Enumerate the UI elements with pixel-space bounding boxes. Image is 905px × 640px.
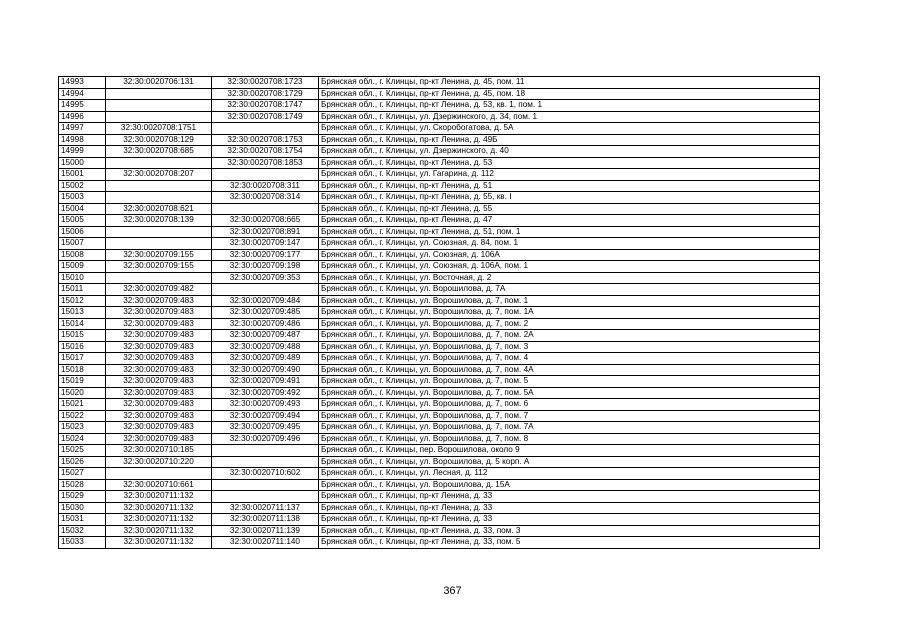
object-number-cell: 32:30:0020709:490	[212, 364, 319, 376]
parcel-number-cell: 32:30:0020708:621	[106, 203, 212, 215]
address-cell: Брянская обл., г. Клинцы, пр-кт Ленина, д. 49Б	[319, 134, 820, 146]
parcel-number-cell: 32:30:0020709:483	[106, 433, 212, 445]
table-row	[59, 502, 820, 514]
parcel-number-cell: 32:30:0020709:155	[106, 249, 212, 261]
address-cell: Брянская обл., г. Клинцы, ул. Скоробогатова, д. 5А	[319, 123, 820, 135]
row-number-cell: 15026	[59, 456, 106, 468]
parcel-number-cell	[106, 468, 212, 480]
address-cell: Брянская обл., г. Клинцы, ул. Гагарина, д. 112	[319, 169, 820, 181]
object-number-cell	[212, 169, 319, 181]
parcel-number-cell: 32:30:0020711:132	[106, 514, 212, 526]
table-row	[59, 318, 820, 330]
row-number-cell: 15021	[59, 399, 106, 411]
address-cell: Брянская обл., г. Клинцы, ул. Ворошилова, д. 7, пом. 4	[319, 353, 820, 365]
row-number-cell: 14995	[59, 100, 106, 112]
object-number-cell: 32:30:0020711:138	[212, 514, 319, 526]
row-number-cell: 15024	[59, 433, 106, 445]
parcel-number-cell: 32:30:0020709:483	[106, 295, 212, 307]
parcel-number-cell: 32:30:0020709:483	[106, 364, 212, 376]
table-row	[59, 261, 820, 273]
parcel-number-cell	[106, 111, 212, 123]
object-number-cell	[212, 456, 319, 468]
parcel-number-cell: 32:30:0020709:482	[106, 284, 212, 296]
row-number-cell: 14996	[59, 111, 106, 123]
row-number-cell: 14998	[59, 134, 106, 146]
object-number-cell: 32:30:0020709:491	[212, 376, 319, 388]
page-number: 367	[443, 585, 462, 597]
row-number-cell: 15028	[59, 479, 106, 491]
table-row	[59, 88, 820, 100]
cadastral-table	[58, 76, 820, 549]
address-cell: Брянская обл., г. Клинцы, ул. Ворошилова, д. 7, пом. 2А	[319, 330, 820, 342]
parcel-number-cell: 32:30:0020711:132	[106, 525, 212, 537]
table-row	[59, 525, 820, 537]
address-cell: Брянская обл., г. Клинцы, ул. Ворошилова, д. 7, пом. 1А	[319, 307, 820, 319]
table-row	[59, 456, 820, 468]
table-row	[59, 468, 820, 480]
parcel-number-cell	[106, 88, 212, 100]
table-row	[59, 307, 820, 319]
object-number-cell: 32:30:0020711:137	[212, 502, 319, 514]
object-number-cell	[212, 491, 319, 503]
parcel-number-cell: 32:30:0020711:132	[106, 502, 212, 514]
table-row	[59, 284, 820, 296]
row-number-cell: 15004	[59, 203, 106, 215]
address-cell: Брянская обл., г. Клинцы, ул. Союзная, д. 84, пом. 1	[319, 238, 820, 250]
row-number-cell: 15031	[59, 514, 106, 526]
parcel-number-cell: 32:30:0020708:139	[106, 215, 212, 227]
address-cell: Брянская обл., г. Клинцы, пр-кт Ленина, д. 33	[319, 514, 820, 526]
row-number-cell: 15025	[59, 445, 106, 457]
row-number-cell: 15015	[59, 330, 106, 342]
table-row	[59, 387, 820, 399]
parcel-number-cell: 32:30:0020708:129	[106, 134, 212, 146]
parcel-number-cell: 32:30:0020709:483	[106, 422, 212, 434]
row-number-cell: 15029	[59, 491, 106, 503]
parcel-number-cell: 32:30:0020709:483	[106, 387, 212, 399]
object-number-cell: 32:30:0020711:139	[212, 525, 319, 537]
address-cell: Брянская обл., г. Клинцы, ул. Ворошилова, д. 5 корп. А	[319, 456, 820, 468]
object-number-cell: 32:30:0020708:1753	[212, 134, 319, 146]
row-number-cell: 15000	[59, 157, 106, 169]
table-row	[59, 330, 820, 342]
table-row	[59, 341, 820, 353]
table-row	[59, 295, 820, 307]
object-number-cell: 32:30:0020708:1749	[212, 111, 319, 123]
table-row	[59, 215, 820, 227]
address-cell: Брянская обл., г. Клинцы, ул. Ворошилова, д. 7, пом. 5А	[319, 387, 820, 399]
table-row	[59, 445, 820, 457]
object-number-cell: 32:30:0020709:353	[212, 272, 319, 284]
table-row	[59, 376, 820, 388]
parcel-number-cell	[106, 192, 212, 204]
row-number-cell: 15020	[59, 387, 106, 399]
parcel-number-cell: 32:30:0020709:483	[106, 376, 212, 388]
address-cell: Брянская обл., г. Клинцы, ул. Дзержинского, д. 34, пом. 1	[319, 111, 820, 123]
row-number-cell: 15023	[59, 422, 106, 434]
object-number-cell: 32:30:0020709:494	[212, 410, 319, 422]
row-number-cell: 14994	[59, 88, 106, 100]
table-row	[59, 157, 820, 169]
object-number-cell: 32:30:0020709:484	[212, 295, 319, 307]
object-number-cell: 32:30:0020708:311	[212, 180, 319, 192]
parcel-number-cell	[106, 272, 212, 284]
parcel-number-cell: 32:30:0020708:685	[106, 146, 212, 158]
row-number-cell: 15001	[59, 169, 106, 181]
address-cell: Брянская обл., г. Клинцы, ул. Ворошилова, д. 7А	[319, 284, 820, 296]
object-number-cell: 32:30:0020708:1747	[212, 100, 319, 112]
object-number-cell: 32:30:0020709:487	[212, 330, 319, 342]
address-cell: Брянская обл., г. Клинцы, ул. Ворошилова, д. 7, пом. 6	[319, 399, 820, 411]
address-cell: Брянская обл., г. Клинцы, ул. Союзная, д. 106А, пом. 1	[319, 261, 820, 273]
row-number-cell: 14993	[59, 77, 106, 89]
parcel-number-cell: 32:30:0020709:155	[106, 261, 212, 273]
address-cell: Брянская обл., г. Клинцы, ул. Ворошилова, д. 7, пом. 4А	[319, 364, 820, 376]
row-number-cell: 15005	[59, 215, 106, 227]
row-number-cell: 15027	[59, 468, 106, 480]
table-row	[59, 479, 820, 491]
parcel-number-cell: 32:30:0020709:483	[106, 341, 212, 353]
table-row	[59, 192, 820, 204]
address-cell: Брянская обл., г. Клинцы, ул. Лесная, д. 112	[319, 468, 820, 480]
row-number-cell: 15014	[59, 318, 106, 330]
address-cell: Брянская обл., г. Клинцы, пр-кт Ленина, д. 33	[319, 502, 820, 514]
row-number-cell: 15013	[59, 307, 106, 319]
table-row	[59, 537, 820, 549]
address-cell: Брянская обл., г. Клинцы, ул. Дзержинского, д. 40	[319, 146, 820, 158]
row-number-cell: 15032	[59, 525, 106, 537]
row-number-cell: 15008	[59, 249, 106, 261]
table-row	[59, 433, 820, 445]
table-row	[59, 238, 820, 250]
parcel-number-cell: 32:30:0020709:483	[106, 399, 212, 411]
object-number-cell: 32:30:0020710:602	[212, 468, 319, 480]
object-number-cell	[212, 445, 319, 457]
object-number-cell	[212, 284, 319, 296]
object-number-cell: 32:30:0020708:314	[212, 192, 319, 204]
object-number-cell: 32:30:0020708:665	[212, 215, 319, 227]
table-row	[59, 364, 820, 376]
table-row	[59, 111, 820, 123]
address-cell: Брянская обл., г. Клинцы, пр-кт Ленина, д. 45, пом. 18	[319, 88, 820, 100]
table-row	[59, 169, 820, 181]
object-number-cell: 32:30:0020709:493	[212, 399, 319, 411]
address-cell: Брянская обл., г. Клинцы, ул. Ворошилова, д. 7, пом. 2	[319, 318, 820, 330]
object-number-cell: 32:30:0020709:147	[212, 238, 319, 250]
address-cell: Брянская обл., г. Клинцы, пр-кт Ленина, д. 33	[319, 491, 820, 503]
address-cell: Брянская обл., г. Клинцы, пр-кт Ленина, д. 33, пом. 5	[319, 537, 820, 549]
parcel-number-cell: 32:30:0020710:220	[106, 456, 212, 468]
parcel-number-cell: 32:30:0020709:483	[106, 330, 212, 342]
parcel-number-cell	[106, 180, 212, 192]
parcel-number-cell	[106, 157, 212, 169]
address-cell: Брянская обл., г. Клинцы, пр-кт Ленина, д. 45, пом. 11	[319, 77, 820, 89]
row-number-cell: 15019	[59, 376, 106, 388]
address-cell: Брянская обл., г. Клинцы, пр-кт Ленина, д. 55	[319, 203, 820, 215]
row-number-cell: 15018	[59, 364, 106, 376]
object-number-cell: 32:30:0020709:489	[212, 353, 319, 365]
parcel-number-cell: 32:30:0020709:483	[106, 307, 212, 319]
address-cell: Брянская обл., г. Клинцы, пер. Ворошилова, около 9	[319, 445, 820, 457]
address-cell: Брянская обл., г. Клинцы, ул. Ворошилова, д. 15А	[319, 479, 820, 491]
row-number-cell: 15006	[59, 226, 106, 238]
object-number-cell: 32:30:0020708:1754	[212, 146, 319, 158]
row-number-cell: 15010	[59, 272, 106, 284]
address-cell: Брянская обл., г. Клинцы, пр-кт Ленина, д. 51, пом. 1	[319, 226, 820, 238]
address-cell: Брянская обл., г. Клинцы, ул. Союзная, д. 106А	[319, 249, 820, 261]
parcel-number-cell: 32:30:0020711:132	[106, 491, 212, 503]
object-number-cell: 32:30:0020709:177	[212, 249, 319, 261]
address-cell: Брянская обл., г. Клинцы, ул. Ворошилова, д. 7, пом. 7	[319, 410, 820, 422]
object-number-cell	[212, 479, 319, 491]
row-number-cell: 15002	[59, 180, 106, 192]
address-cell: Брянская обл., г. Клинцы, ул. Ворошилова, д. 7, пом. 5	[319, 376, 820, 388]
parcel-number-cell: 32:30:0020709:483	[106, 318, 212, 330]
table-row	[59, 399, 820, 411]
object-number-cell	[212, 123, 319, 135]
parcel-number-cell	[106, 226, 212, 238]
table-row	[59, 410, 820, 422]
table-row	[59, 353, 820, 365]
object-number-cell: 32:30:0020709:492	[212, 387, 319, 399]
object-number-cell: 32:30:0020708:1723	[212, 77, 319, 89]
table-body	[59, 77, 820, 549]
parcel-number-cell: 32:30:0020710:185	[106, 445, 212, 457]
object-number-cell	[212, 203, 319, 215]
parcel-number-cell: 32:30:0020710:661	[106, 479, 212, 491]
table-row	[59, 180, 820, 192]
parcel-number-cell: 32:30:0020709:483	[106, 410, 212, 422]
address-cell: Брянская обл., г. Клинцы, пр-кт Ленина, д. 33, пом. 3	[319, 525, 820, 537]
table-row	[59, 422, 820, 434]
address-cell: Брянская обл., г. Клинцы, ул. Восточная, д. 2	[319, 272, 820, 284]
parcel-number-cell: 32:30:0020708:1751	[106, 123, 212, 135]
address-cell: Брянская обл., г. Клинцы, пр-кт Ленина, д. 51	[319, 180, 820, 192]
address-cell: Брянская обл., г. Клинцы, ул. Ворошилова, д. 7, пом. 8	[319, 433, 820, 445]
row-number-cell: 15012	[59, 295, 106, 307]
row-number-cell: 15003	[59, 192, 106, 204]
table-row	[59, 491, 820, 503]
table-row	[59, 134, 820, 146]
row-number-cell: 15016	[59, 341, 106, 353]
row-number-cell: 15022	[59, 410, 106, 422]
table-row	[59, 146, 820, 158]
address-cell: Брянская обл., г. Клинцы, ул. Ворошилова, д. 7, пом. 3	[319, 341, 820, 353]
parcel-number-cell	[106, 238, 212, 250]
table-row	[59, 226, 820, 238]
parcel-number-cell: 32:30:0020706:131	[106, 77, 212, 89]
table-row	[59, 77, 820, 89]
object-number-cell: 32:30:0020711:140	[212, 537, 319, 549]
object-number-cell: 32:30:0020709:495	[212, 422, 319, 434]
object-number-cell: 32:30:0020709:488	[212, 341, 319, 353]
object-number-cell: 32:30:0020709:198	[212, 261, 319, 273]
parcel-number-cell: 32:30:0020709:483	[106, 353, 212, 365]
address-cell: Брянская обл., г. Клинцы, пр-кт Ленина, д. 55, кв. I	[319, 192, 820, 204]
object-number-cell: 32:30:0020709:486	[212, 318, 319, 330]
table-row	[59, 249, 820, 261]
table-row	[59, 272, 820, 284]
parcel-number-cell: 32:30:0020711:132	[106, 537, 212, 549]
table-row	[59, 514, 820, 526]
object-number-cell: 32:30:0020709:496	[212, 433, 319, 445]
row-number-cell: 14999	[59, 146, 106, 158]
row-number-cell: 15033	[59, 537, 106, 549]
address-cell: Брянская обл., г. Клинцы, пр-кт Ленина, д. 53	[319, 157, 820, 169]
table-row	[59, 100, 820, 112]
row-number-cell: 15009	[59, 261, 106, 273]
parcel-number-cell	[106, 100, 212, 112]
row-number-cell: 14997	[59, 123, 106, 135]
table-row	[59, 203, 820, 215]
object-number-cell: 32:30:0020708:1729	[212, 88, 319, 100]
object-number-cell: 32:30:0020709:485	[212, 307, 319, 319]
address-cell: Брянская обл., г. Клинцы, ул. Ворошилова, д. 7, пом. 7А	[319, 422, 820, 434]
address-cell: Брянская обл., г. Клинцы, пр-кт Ленина, д. 53, кв. 1, пом. 1	[319, 100, 820, 112]
row-number-cell: 15011	[59, 284, 106, 296]
address-cell: Брянская обл., г. Клинцы, ул. Ворошилова, д. 7, пом. 1	[319, 295, 820, 307]
table-row	[59, 123, 820, 135]
row-number-cell: 15030	[59, 502, 106, 514]
address-cell: Брянская обл., г. Клинцы, пр-кт Ленина, д. 47	[319, 215, 820, 227]
row-number-cell: 15017	[59, 353, 106, 365]
object-number-cell: 32:30:0020708:1853	[212, 157, 319, 169]
row-number-cell: 15007	[59, 238, 106, 250]
parcel-number-cell: 32:30:0020708:207	[106, 169, 212, 181]
object-number-cell: 32:30:0020708:891	[212, 226, 319, 238]
